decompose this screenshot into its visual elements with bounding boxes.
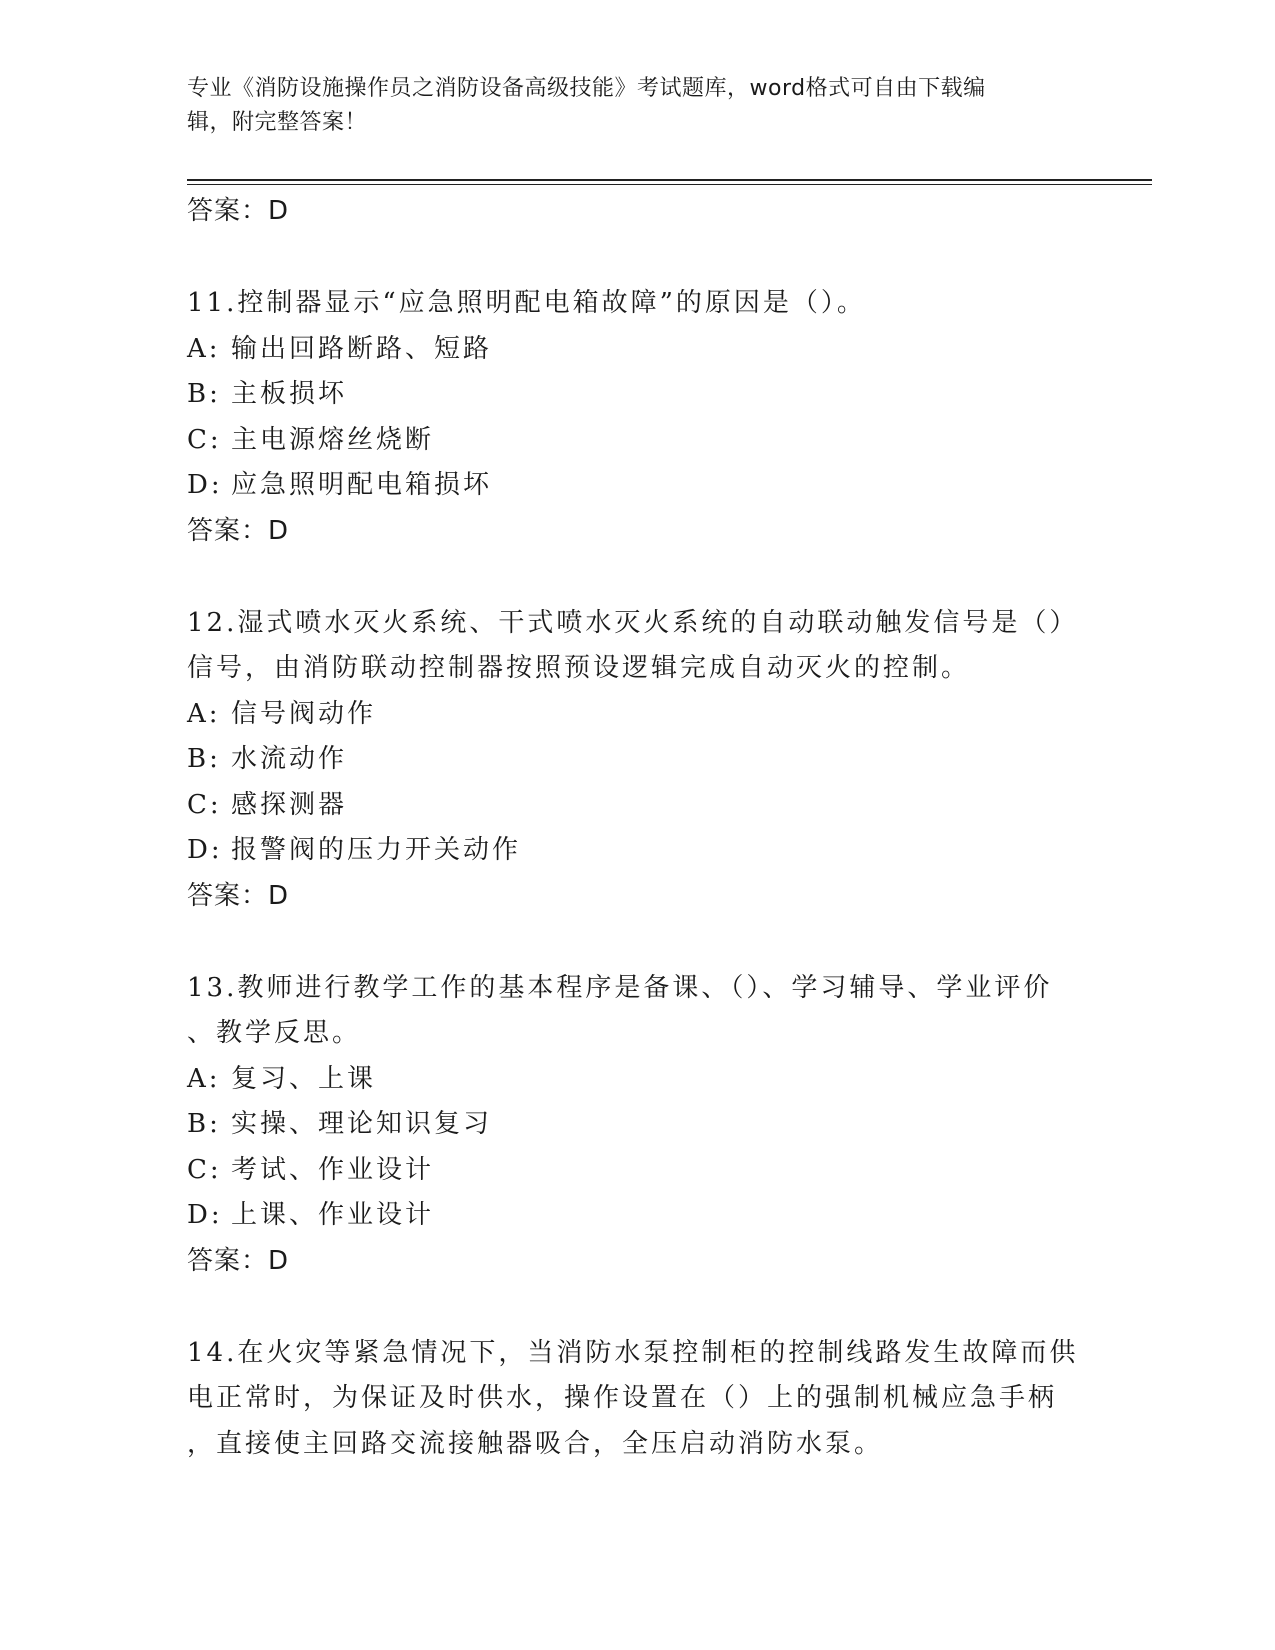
stem-line: 电正常时，为保证及时供水，操作设置在（）上的强制机械应急手柄 <box>187 1383 1058 1413</box>
option-letter: B: <box>187 1109 221 1139</box>
spacer <box>187 918 1087 966</box>
option-c <box>187 783 1087 829</box>
question-stem <box>187 601 1087 692</box>
question-stem <box>187 281 1087 327</box>
option-c <box>187 1148 1087 1194</box>
stem-line: 13.教师进行教学工作的基本程序是备课、（）、学习辅导、学业评价 <box>187 972 1053 1003</box>
stem-line: 12.湿式喷水灭火系统、干式喷水灭火系统的自动联动触发信号是（） <box>187 607 1079 638</box>
stem-line: 11.控制器显示“应急照明配电箱故障”的原因是（）。 <box>187 288 866 318</box>
question-stem <box>187 1331 1087 1468</box>
stem-line: 信号，由消防联动控制器按照预设逻辑完成自动灭火的控制。 <box>187 653 971 683</box>
spacer <box>187 233 1087 281</box>
option-d <box>187 828 1087 874</box>
option-letter: B: <box>187 744 221 774</box>
stem-line: ，直接使主回路交流接触器吸合，全压启动消防水泵。 <box>187 1428 884 1459</box>
option-c <box>187 418 1087 464</box>
spacer <box>187 553 1087 601</box>
option-text: 信号阀动作 <box>231 698 377 729</box>
option-text: 水流动作 <box>231 744 348 774</box>
option-letter: C: <box>187 424 222 455</box>
document-header <box>187 72 1077 140</box>
spacer <box>187 1283 1087 1331</box>
option-text: 考试、作业设计 <box>231 1154 435 1185</box>
option-letter: C: <box>187 789 222 820</box>
question-stem <box>187 966 1087 1057</box>
option-text: 输出回路断路、短路 <box>231 333 493 364</box>
question-11 <box>187 281 1087 553</box>
header-divider-thin <box>187 184 1152 185</box>
header-line-2: 辑，附完整答案！ <box>187 110 368 135</box>
option-letter: B: <box>187 379 221 409</box>
option-letter: A: <box>187 333 221 364</box>
option-text: 感探测器 <box>231 789 348 820</box>
option-d <box>187 463 1087 509</box>
option-text: 主电源熔丝烧断 <box>231 424 435 455</box>
answer: 答案：D <box>187 880 290 911</box>
option-text: 主板损坏 <box>231 379 348 409</box>
option-letter: A: <box>187 698 221 729</box>
answer: 答案：D <box>187 1245 290 1276</box>
header-divider-thick <box>187 179 1152 181</box>
question-14 <box>187 1331 1087 1468</box>
question-12 <box>187 601 1087 918</box>
stem-line: 14.在火灾等紧急情况下，当消防水泵控制柜的控制线路发生故障而供 <box>187 1337 1079 1368</box>
option-text: 上课、作业设计 <box>231 1200 435 1230</box>
question-13 <box>187 966 1087 1283</box>
option-text: 实操、理论知识复习 <box>231 1109 493 1139</box>
header-line-1: 专业《消防设施操作员之消防设备高级技能》考试题库，word格式可自由下载编 <box>187 76 986 101</box>
option-b <box>187 1102 1087 1148</box>
document-body <box>187 189 1087 1467</box>
option-b <box>187 372 1087 418</box>
option-letter: D: <box>187 470 223 500</box>
answer: 答案：D <box>187 515 290 546</box>
option-letter: D: <box>187 1200 223 1230</box>
option-letter: C: <box>187 1154 222 1185</box>
option-text: 报警阀的压力开关动作 <box>231 835 522 865</box>
option-text: 应急照明配电箱损坏 <box>231 470 493 500</box>
option-a <box>187 327 1087 373</box>
option-d <box>187 1193 1087 1239</box>
option-b <box>187 737 1087 783</box>
option-a <box>187 1057 1087 1103</box>
option-text: 复习、上课 <box>231 1063 377 1094</box>
option-letter: A: <box>187 1063 221 1094</box>
option-letter: D: <box>187 835 223 865</box>
option-a <box>187 692 1087 738</box>
stem-line: 、教学反思。 <box>187 1018 362 1048</box>
previous-question-answer: 答案：D <box>187 196 290 226</box>
